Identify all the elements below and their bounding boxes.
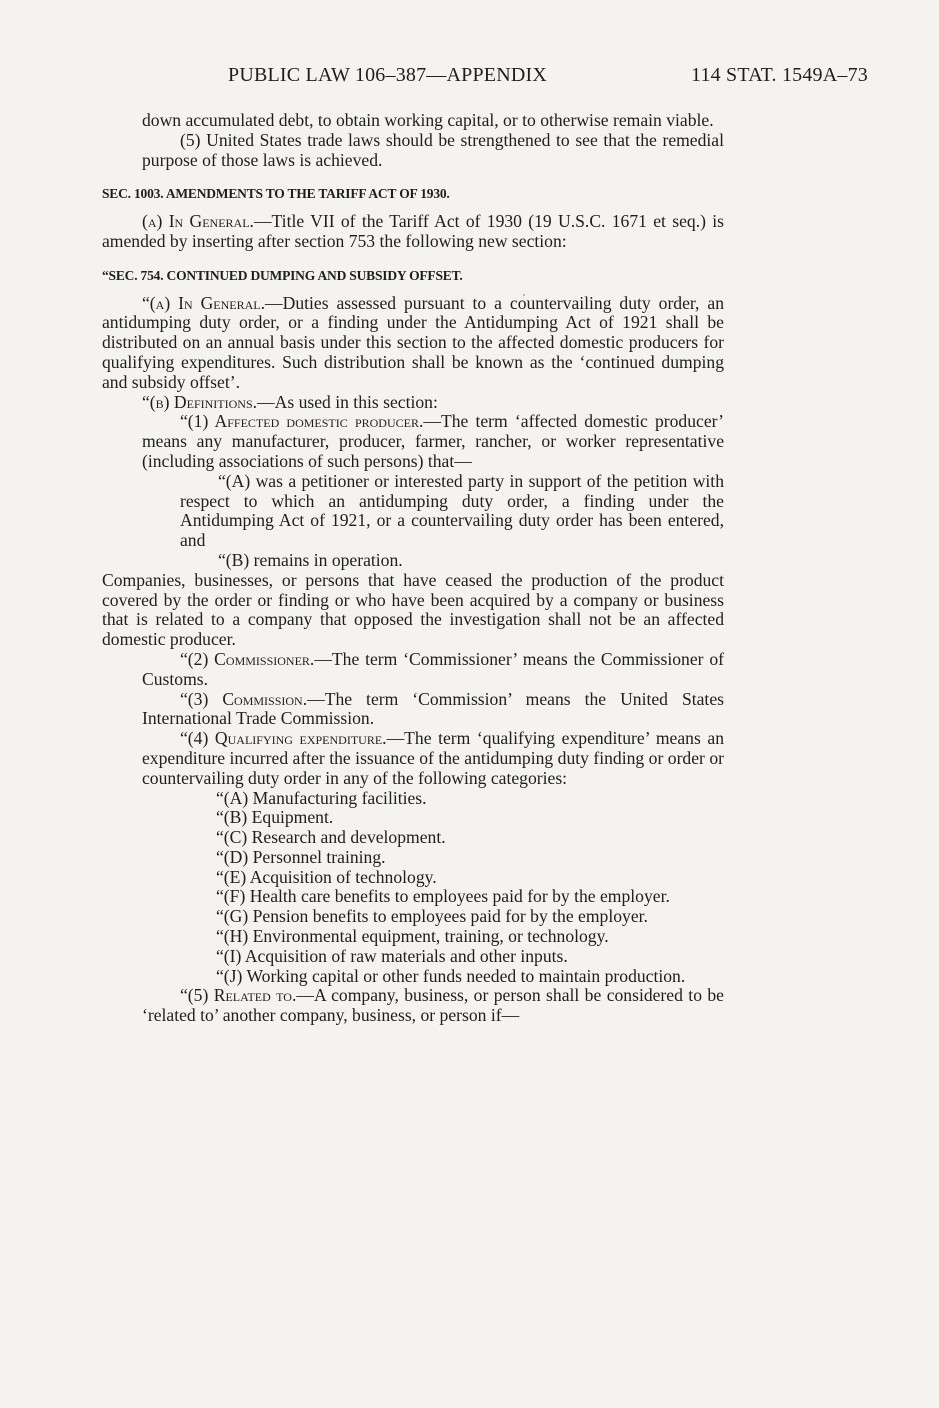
definition-2 bbox=[102, 650, 724, 690]
sec-754-a-label: “(a) In General. bbox=[142, 292, 266, 313]
definition-3-label: “(3) Commission. bbox=[180, 688, 308, 709]
definition-4-text: —The term ‘qualifying expenditure’ means an expenditure incurred after the issuance of the antidumping duty finding or order or countervailing duty order in any of the following categories: bbox=[142, 728, 724, 788]
definition-1-tail: Companies, businesses, or persons that have ceased the production of the product covered by the order or finding or who have been acquired by a company or business that is related to a company that opposed the investigation shall not be an affected domestic producer. bbox=[102, 569, 724, 650]
category-D: “(D) Personnel training. bbox=[216, 846, 386, 867]
category-J: “(J) Working capital or other funds needed to maintain production. bbox=[216, 965, 686, 986]
category-A: “(A) Manufacturing facilities. bbox=[216, 787, 427, 808]
definition-1-label: “(1) Affected domestic producer. bbox=[180, 411, 424, 432]
sec-754-a bbox=[102, 294, 724, 393]
definition-2-label: “(2) Commissioner. bbox=[180, 648, 315, 669]
sec-754-b bbox=[102, 393, 724, 413]
definition-5 bbox=[102, 986, 724, 1026]
category-C: “(C) Research and development. bbox=[216, 827, 446, 848]
definition-4 bbox=[102, 729, 724, 788]
sec-1003-a bbox=[102, 212, 724, 252]
definition-1-text: —The term ‘affected domestic producer’ means any manufacturer, producer, farmer, rancher, or worker representative (including associations of such persons) that— bbox=[142, 411, 724, 471]
category-B: “(B) Equipment. bbox=[216, 807, 334, 828]
category-F: “(F) Health care benefits to employees paid for by the employer. bbox=[216, 886, 670, 907]
definition-3-text: —The term ‘Commission’ means the United States International Trade Commission. bbox=[142, 688, 724, 729]
paragraph-continuation: down accumulated debt, to obtain working capital, or to otherwise remain viable. bbox=[142, 110, 714, 130]
definition-4-label: “(4) Qualifying expenditure. bbox=[180, 728, 387, 749]
definitions-label: “(b) Definitions. bbox=[142, 391, 258, 412]
definition-2-text: —The term ‘Commissioner’ means the Commissioner of Customs. bbox=[142, 648, 724, 689]
definition-3 bbox=[102, 690, 724, 730]
section-754-heading: “SEC. 754. CONTINUED DUMPING AND SUBSIDY OFFSET. bbox=[102, 267, 463, 283]
definition-1-A: “(A) was a petitioner or interested party in support of the petition with respect to which an antidumping duty order, a finding under the Antidumping Act of 1921, or a countervailing duty order has been entered, and bbox=[180, 470, 724, 551]
header-law-title: PUBLIC LAW 106–387—APPENDIX bbox=[228, 64, 547, 86]
category-G: “(G) Pension benefits to employees paid for by the employer. bbox=[216, 906, 648, 927]
subsection-a-label: (a) In General. bbox=[142, 211, 254, 232]
definitions-text: —As used in this section: bbox=[257, 391, 438, 412]
definition-1-B: “(B) remains in operation. bbox=[218, 549, 403, 570]
definition-1 bbox=[102, 412, 724, 471]
finding-5: (5) United States trade laws should be strengthened to see that the remedial purpose of those laws is achieved. bbox=[142, 129, 724, 170]
definition-5-label: “(5) Related to. bbox=[180, 985, 297, 1006]
category-H: “(H) Environmental equipment, training, or technology. bbox=[216, 926, 609, 947]
definition-5-text: —A company, business, or person shall be considered to be ‘related to’ another company, business, or person if— bbox=[142, 985, 724, 1026]
section-1003-heading: SEC. 1003. AMENDMENTS TO THE TARIFF ACT OF 1930. bbox=[102, 186, 450, 202]
subsection-a-text: —Title VII of the Tariff Act of 1930 (19 U.S.C. 1671 et seq.) is amended by inserting after section 753 the following new section: bbox=[102, 211, 724, 251]
category-E: “(E) Acquisition of technology. bbox=[216, 866, 437, 887]
category-I: “(I) Acquisition of raw materials and other inputs. bbox=[216, 945, 568, 966]
header-statute-page: 114 STAT. 1549A–73 bbox=[691, 64, 868, 86]
sec-754-a-text: —Duties assessed pursuant to a countervailing duty order, an antidumping duty order, or a finding under the Antidumping Act of 1921 shall be distributed on an annual basis under this section to the affected domestic producers for qualifying expenditures. Such distribution shall be known as the ‘continued dumping and subsidy offset’. bbox=[102, 292, 724, 392]
document-body bbox=[102, 111, 724, 1026]
